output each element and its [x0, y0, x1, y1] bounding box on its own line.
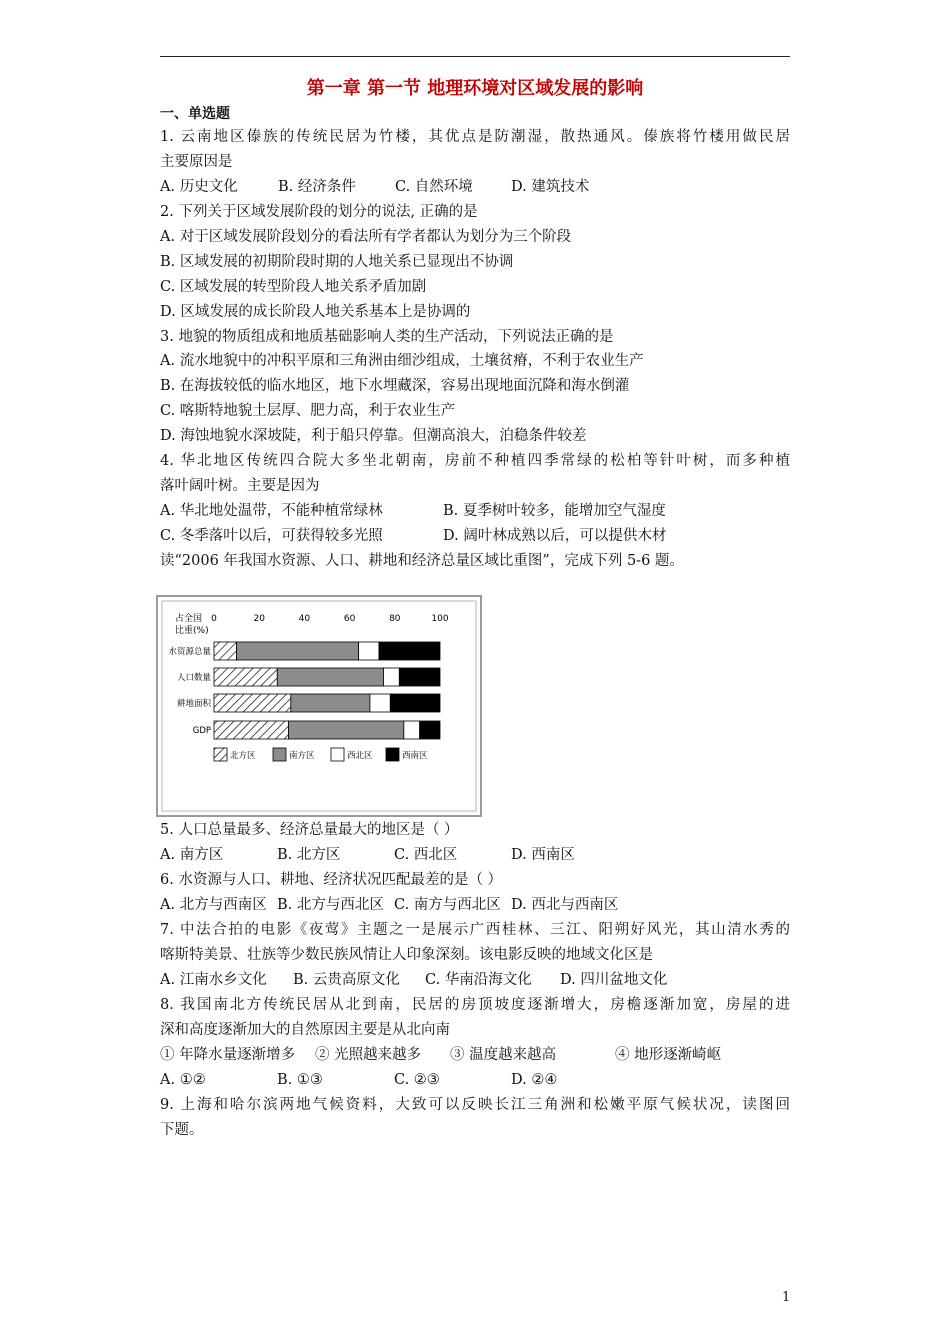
- q9-stem-line2: 下题。: [160, 1122, 204, 1138]
- q6-option-c: C. 南方与西北区: [394, 897, 501, 913]
- legend-swatch: [273, 748, 286, 761]
- q1-option-c: C. 自然环境: [395, 179, 473, 195]
- q7-option-d: D. 四川盆地文化: [560, 972, 668, 988]
- q4-option-b: B. 夏季树叶较多，能增加空气湿度: [443, 503, 666, 519]
- q5-stem: 5. 人口总量最多、经济总量最大的地区是（ ）: [160, 822, 459, 838]
- category-label: GDP: [192, 726, 211, 736]
- q8-option-a: A. ①②: [160, 1072, 206, 1088]
- q7-option-b: B. 云贵高原文化: [293, 972, 400, 988]
- q8-item-2: ② 光照越来越多: [315, 1047, 422, 1063]
- q4-option-d: D. 阔叶林成熟以后，可以提供木材: [443, 528, 667, 544]
- q5-option-a: A. 南方区: [160, 847, 224, 863]
- section-heading: 一、单选题: [160, 106, 230, 122]
- category-label: 人口数量: [176, 673, 211, 683]
- legend-label: 西北区: [347, 751, 373, 761]
- q7-option-c: C. 华南沿海文化: [425, 972, 532, 988]
- tick-label-60: 60: [343, 614, 356, 624]
- bar-segment: [370, 694, 390, 712]
- bar-segment: [214, 642, 237, 660]
- bar-segment: [359, 642, 379, 660]
- bar-segment: [384, 668, 400, 686]
- bar-segment: [289, 721, 404, 739]
- q7-stem-line1: 7. 中法合拍的电影《夜莺》主题之一是展示广西桂林、三江、阳朔好风光，其山清水秀的: [160, 922, 790, 938]
- legend-label: 西南区: [402, 751, 428, 761]
- bar-segment: [390, 694, 440, 712]
- axis-title-line1: 占全国: [175, 614, 203, 624]
- q6-options: [160, 896, 618, 914]
- tick-label-40: 40: [298, 614, 311, 624]
- q1-stem-line2: 主要原因是: [160, 154, 233, 170]
- q8-stem-line1: 8. 我国南北方传统民居从北到南，民居的房顶坡度逐渐增大，房檐逐渐加宽，房屋的进: [160, 997, 790, 1013]
- q1-options: [160, 178, 589, 196]
- q5-option-c: C. 西北区: [394, 847, 458, 863]
- q1-option-d: D. 建筑技术: [511, 179, 590, 195]
- q6-option-d: D. 西北与西南区: [511, 897, 619, 913]
- category-label: 耕地面积: [176, 699, 211, 709]
- q5-option-b: B. 北方区: [277, 847, 341, 863]
- q8-option-b: B. ①③: [277, 1072, 323, 1088]
- region-share-chart: [156, 595, 482, 817]
- q6-option-b: B. 北方与西北区: [277, 897, 384, 913]
- q4-stem-line1: 4. 华北地区传统四合院大多坐北朝南，房前不种植四季常绿的松柏等针叶树，而多种植: [160, 453, 790, 469]
- tick-label-80: 80: [389, 614, 401, 624]
- q7-option-a: A. 江南水乡文化: [160, 972, 267, 988]
- q8-item-1: ① 年降水量逐渐增多: [160, 1047, 296, 1063]
- header-rule: [160, 56, 790, 57]
- q5-6-intro: 读“2006 年我国水资源、人口、耕地和经济总量区域比重图”，完成下列 5-6 题。: [160, 553, 684, 569]
- q3-option-a: A. 流水地貌中的冲积平原和三角洲由细沙组成，土壤贫瘠，不利于农业生产: [160, 353, 644, 369]
- q7-stem-line2: 喀斯特美景、壮族等少数民族风情让人印象深刻。该电影反映的地域文化区是: [160, 947, 653, 963]
- q8-items: [160, 1046, 721, 1064]
- q3-stem: 3. 地貌的物质组成和地质基础影响人类的生产活动，下列说法正确的是: [160, 329, 614, 345]
- q4-option-c: C. 冬季落叶以后，可获得较多光照: [160, 528, 383, 544]
- q4-options-row1: [160, 502, 666, 520]
- tick-label-0: 0: [211, 614, 217, 624]
- q4-options-row2: [160, 527, 666, 545]
- q4-option-a: A. 华北地处温带，不能种植常绿林: [160, 503, 383, 519]
- q5-option-d: D. 西南区: [511, 847, 575, 863]
- q4-stem-line2: 落叶阔叶树。主要是因为: [160, 478, 320, 494]
- q8-options: [160, 1071, 557, 1089]
- bar-segment: [214, 668, 277, 686]
- q8-stem-line2: 深和高度逐渐加大的自然原因主要是从北向南: [160, 1022, 450, 1038]
- category-label: 水资源总量: [168, 647, 211, 657]
- q9-stem-line1: 9. 上海和哈尔滨两地气候资料，大致可以反映长江三角洲和松嫩平原气候状况，读图回: [160, 1097, 790, 1113]
- q2-option-a: A. 对于区域发展阶段划分的看法所有学者都认为划分为三个阶段: [160, 229, 572, 245]
- legend-swatch: [386, 748, 399, 761]
- q7-options: [160, 971, 667, 989]
- q8-item-4: ④ 地形逐渐崎岖: [615, 1047, 722, 1063]
- bar-segment: [237, 642, 359, 660]
- bar-segment: [277, 668, 383, 686]
- bar-segment: [420, 721, 440, 739]
- axis-title-line2: 比重(%): [175, 626, 209, 636]
- legend-label: 南方区: [289, 751, 315, 761]
- q1-option-b: B. 经济条件: [278, 179, 356, 195]
- bar-segment: [214, 721, 289, 739]
- q2-option-d: D. 区域发展的成长阶段人地关系基本上是协调的: [160, 304, 471, 320]
- bar-segment: [404, 721, 420, 739]
- legend-swatch: [331, 748, 344, 761]
- bar-segment: [291, 694, 370, 712]
- legend-swatch: [214, 748, 227, 761]
- q1-option-a: A. 历史文化: [160, 179, 238, 195]
- q1-stem-line1: 1. 云南地区傣族的传统民居为竹楼，其优点是防潮湿，散热通风。傣族将竹楼用做民居: [160, 129, 790, 145]
- q8-item-3: ③ 温度越来越高: [450, 1047, 557, 1063]
- bar-segment: [379, 642, 440, 660]
- q3-option-b: B. 在海拔较低的临水地区，地下水埋藏深，容易出现地面沉降和海水倒灌: [160, 378, 630, 394]
- q6-option-a: A. 北方与西南区: [160, 897, 267, 913]
- q2-stem: 2. 下列关于区域发展阶段的划分的说法, 正确的是: [160, 204, 478, 220]
- q3-option-d: D. 海蚀地貌水深坡陡，利于船只停靠。但潮高浪大，泊稳条件较差: [160, 428, 587, 444]
- bar-segment: [399, 668, 440, 686]
- q8-option-d: D. ②④: [511, 1072, 558, 1088]
- q2-option-b: B. 区域发展的初期阶段时期的人地关系已显现出不协调: [160, 254, 514, 270]
- q2-option-c: C. 区域发展的转型阶段人地关系矛盾加剧: [160, 279, 427, 295]
- page-number: 1: [782, 1290, 791, 1305]
- q5-options: [160, 846, 575, 864]
- q3-option-c: C. 喀斯特地貌土层厚、肥力高，利于农业生产: [160, 403, 456, 419]
- tick-label-20: 20: [253, 614, 265, 624]
- bar-segment: [214, 694, 291, 712]
- legend-label: 北方区: [230, 751, 256, 761]
- q8-option-c: C. ②③: [394, 1072, 440, 1088]
- q6-stem: 6. 水资源与人口、耕地、经济状况匹配最差的是（ ）: [160, 872, 503, 888]
- tick-label-100: 100: [431, 614, 449, 624]
- page-title: 第一章 第一节 地理环境对区域发展的影响: [306, 78, 644, 99]
